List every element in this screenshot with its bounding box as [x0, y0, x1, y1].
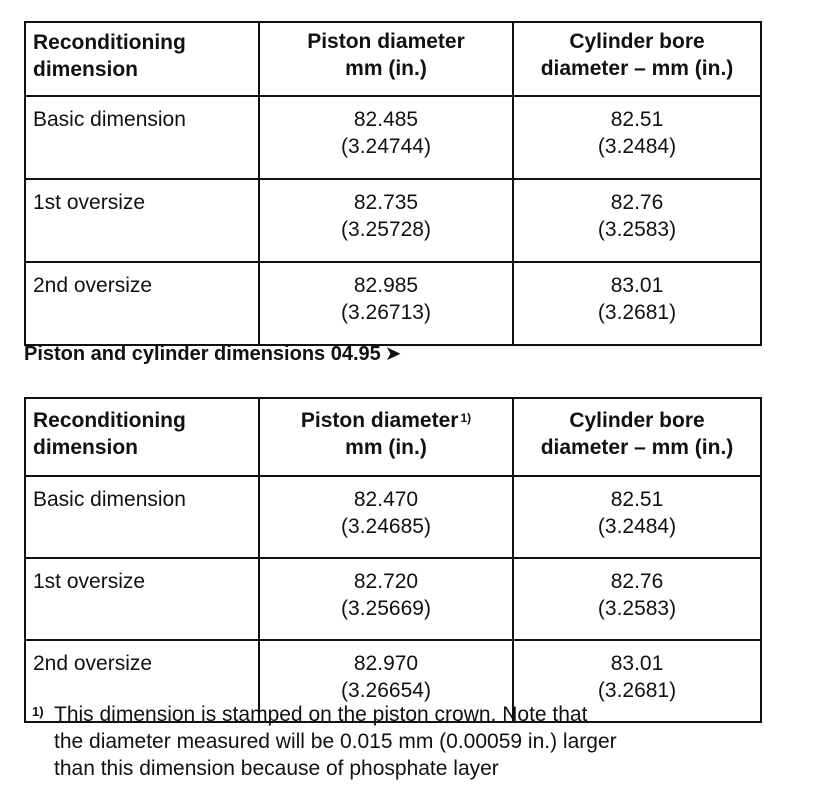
- bore-value: 83.01 (3.2681): [513, 262, 761, 345]
- footnote-mark: 1): [32, 704, 44, 719]
- arrow-right-icon: ➤: [384, 343, 402, 365]
- table-row: [25, 179, 761, 262]
- header-cylinder-bore: Cylinder bore diameter – mm (in.): [513, 22, 761, 96]
- table-row: [25, 558, 761, 640]
- header-piston-diameter: Piston diameter mm (in.): [259, 22, 513, 96]
- row-label: 1st oversize: [25, 558, 259, 640]
- table-header-row: [25, 398, 761, 476]
- piston-value: 82.470 (3.24685): [259, 476, 513, 558]
- table-row: [25, 476, 761, 558]
- piston-value: 82.735 (3.25728): [259, 179, 513, 262]
- table-header-row: [25, 22, 761, 96]
- bore-value: 82.51 (3.2484): [513, 96, 761, 179]
- bore-value: 82.76 (3.2583): [513, 179, 761, 262]
- footnote-marker: 1): [460, 411, 472, 425]
- dimensions-table-2: [24, 397, 762, 723]
- header-reconditioning: Reconditioning dimension: [25, 398, 259, 476]
- piston-value: 82.970 (3.26654): [259, 640, 513, 722]
- piston-value: 82.985 (3.26713): [259, 262, 513, 345]
- footnote: [32, 701, 772, 782]
- footnote-line: than this dimension because of phosphate layer: [54, 757, 499, 780]
- row-label: 2nd oversize: [25, 262, 259, 345]
- piston-value: 82.720 (3.25669): [259, 558, 513, 640]
- table-row: [25, 96, 761, 179]
- dimensions-table-1: [24, 21, 762, 346]
- bore-value: 82.76 (3.2583): [513, 558, 761, 640]
- footnote-line: the diameter measured will be 0.015 mm (0.00059 in.) larger: [54, 730, 617, 753]
- bore-value: 82.51 (3.2484): [513, 476, 761, 558]
- footnote-line: This dimension is stamped on the piston crown. Note that: [54, 703, 588, 726]
- caption-text: Piston and cylinder dimensions 04.95: [24, 343, 381, 365]
- piston-value: 82.485 (3.24744): [259, 96, 513, 179]
- bore-value: 83.01 (3.2681): [513, 640, 761, 722]
- table-row: [25, 262, 761, 345]
- header-reconditioning: Reconditioning dimension: [25, 22, 259, 96]
- row-label: Basic dimension: [25, 476, 259, 558]
- header-cylinder-bore: Cylinder bore diameter – mm (in.): [513, 398, 761, 476]
- row-label: Basic dimension: [25, 96, 259, 179]
- row-label: 2nd oversize: [25, 640, 259, 722]
- header-piston-diameter: Piston diameter $^{1)}$ mm (in.): [259, 398, 513, 476]
- row-label: 1st oversize: [25, 179, 259, 262]
- table-caption: [24, 340, 402, 368]
